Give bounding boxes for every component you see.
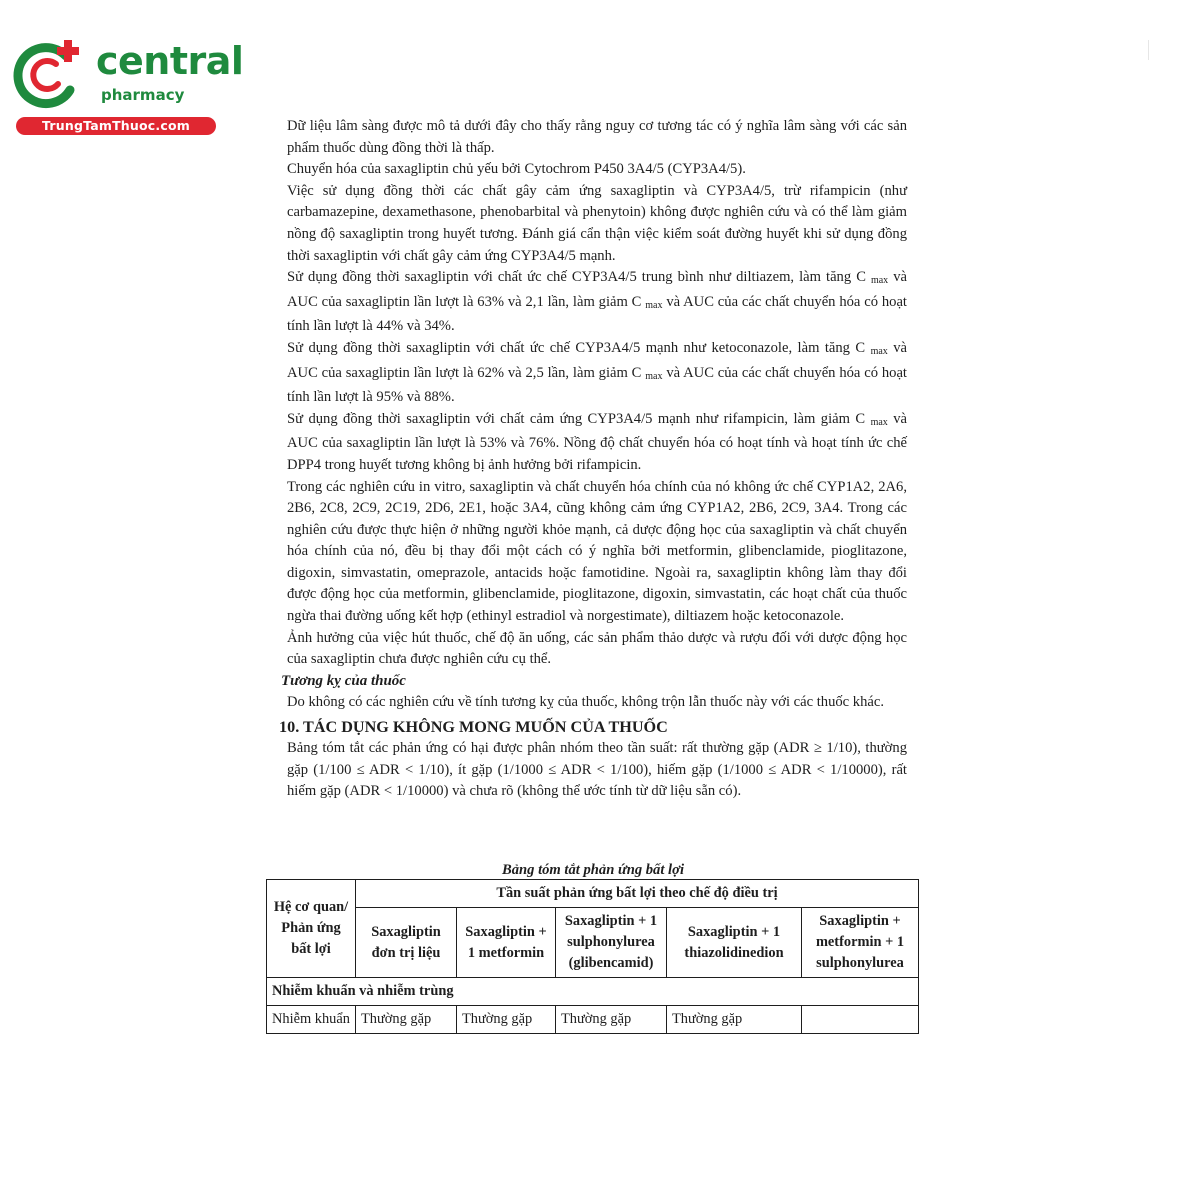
row-label: Nhiễm khuẩn [267,1006,356,1034]
table-cell [802,1006,919,1034]
table-cell: Thường gặp [356,1006,457,1034]
table-row [267,1006,919,1034]
column-header: Saxagliptin + 1 sulphonylurea (glibencamid) [556,908,667,978]
paragraph-rifampicin: Sử dụng đồng thời saxagliptin với chất cảm ứng CYP3A4/5 mạnh như rifampicin, làm giảm C $_{max}$ và AUC của saxagliptin lần lượt là 53% và 76%. Nồng độ chất chuyển hóa có hoạt tính và hoạt tính ức chế DPP4 trong huyết tương không bị ảnh hưởng bởi rifampicin. [287,410,907,473]
column-header: Saxagliptin + 1 thiazolidinedion [667,908,802,978]
paragraph-metabolism: Chuyển hóa của saxagliptin chủ yếu bởi Cytochrom P450 3A4/5 (CYP3A4/5). [287,161,746,178]
paragraph-ketoconazole: Sử dụng đồng thời saxagliptin với chất ức chế CYP3A4/5 mạnh như ketoconazole, làm tăng C $_{max}$ và AUC của saxagliptin lần lượt là 62% và 2,5 lần, làm giảm C $_{max}$ và AUC của các chất chuyển hóa có hoạt tính lần lượt là 95% và 88%. [287,339,907,406]
paragraph-diltiazem: Sử dụng đồng thời saxagliptin với chất ức chế CYP3A4/5 trung bình như diltiazem, làm tăng C $_{max}$ và AUC của saxagliptin lần lượt là 63% và 2,1 lần, làm giảm C $_{max}$ và AUC của các chất chuyển hóa có hoạt tính lần lượt là 44% và 34%. [287,269,907,335]
group-header-cell: Tần suất phản ứng bất lợi theo chế độ điều trị [356,880,919,908]
column-header: Saxagliptin + 1 metformin [457,908,556,978]
compatibility-heading: Tương kỵ của thuốc [281,672,406,689]
compatibility-text: Do không có các nghiên cứu về tính tương kỵ của thuốc, không trộn lẫn thuốc này với các thuốc khác. [287,694,885,711]
central-pharmacy-logo [10,36,244,136]
logo-url: TrungTamThuoc.com [16,117,216,135]
table-caption: Bảng tóm tắt phản ứng bất lợi [501,862,685,878]
adverse-reactions-table [266,879,919,1034]
pharmacy-cross-icon [10,38,88,110]
table-cell: Thường gặp [556,1006,667,1034]
paragraph-inducers: Việc sử dụng đồng thời các chất gây cảm ứng saxagliptin và CYP3A4/5, trừ rifampicin (như carbamazepine, dexamethasone, phenobarbital và phenytoin) không được nghiên cứu và có thể làm giảm nồng độ saxagliptin trong huyết tương. Đánh giá cẩn thận việc kiểm soát đường huyết khi sử dụng đồng thời saxagliptin với chất gây cảm ứng CYP3A4/5 mạnh. [287,182,907,264]
table-cell: Thường gặp [667,1006,802,1034]
document-body [279,116,907,803]
paragraph-smoking: Ảnh hưởng của việc hút thuốc, chế độ ăn uống, các sản phẩm thảo dược và rượu đối với dược động học của saxagliptin chưa được nghiên cứu cụ thể. [287,629,907,668]
column-header: Saxagliptin đơn trị liệu [356,908,457,978]
section-heading: 10. TÁC DỤNG KHÔNG MONG MUỐN CỦA THUỐC [279,718,668,737]
section-intro: Bảng tóm tắt các phản ứng có hại được phân nhóm theo tần suất: rất thường gặp (ADR ≥ 1/10), thường gặp (1/100 ≤ ADR < 1/10), ít gặp (1/1000 ≤ ADR < 1/100), hiếm gặp (1/1000 ≤ ADR < 1/10000), rất hiếm gặp (ADR < 1/10000) và chưa rõ (không thể ước tính từ dữ liệu sẵn có). [287,740,907,800]
paragraph-clinical-data: Dữ liệu lâm sàng được mô tả dưới đây cho thấy rằng nguy cơ tương tác có ý nghĩa lâm sàng với các sản phẩm thuốc dùng đồng thời là thấp. [287,118,907,156]
paragraph-in-vitro: Trong các nghiên cứu in vitro, saxagliptin và chất chuyển hóa chính của nó không ức chế CYP1A2, 2A6, 2B6, 2C8, 2C9, 2C19, 2D6, 2E1, hoặc 3A4, cũng không cảm ứng CYP1A2, 2B6, 2C9, 3A4. Trong các nghiên cứu được thực hiện ở những người khỏe mạnh, cả dược động học của saxagliptin và chất chuyển hóa chính của nó, đều bị thay đổi một cách có ý nghĩa bởi metformin, glibenclamide, pioglitazone, digoxin, simvastatin, omeprazole, antacids hoặc famotidine. Ngoài ra, saxagliptin không làm thay đổi được động học của metformin, glibenclamide, pioglitazone, digoxin, simvastatin, các hoạt chất của thuốc ngừa thai đường uống kết hợp (ethinyl estradiol và norgestimate), diltiazem hoặc ketoconazole. [287,478,907,625]
row-header-cell: Hệ cơ quan/ Phản ứng bất lợi [267,880,356,978]
table-section-row: Nhiễm khuẩn và nhiễm trùng [267,978,919,1006]
logo-name: central [96,39,244,83]
column-header: Saxagliptin + metformin + 1 sulphonylurea [802,908,919,978]
table-cell: Thường gặp [457,1006,556,1034]
scan-artifact [1148,40,1149,60]
logo-subtitle: pharmacy [101,86,185,104]
